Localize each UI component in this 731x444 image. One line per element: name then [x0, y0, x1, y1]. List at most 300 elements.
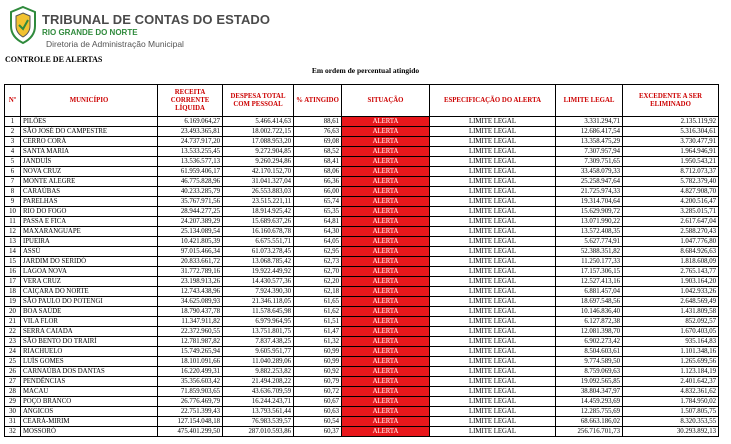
row-number: 21 [5, 317, 21, 327]
receita-value: 12.743.438,96 [158, 287, 223, 297]
receita-value: 12.781.987,82 [158, 337, 223, 347]
excess-value: 935.164,83 [623, 337, 719, 347]
limit-value: 9.774.589,50 [556, 357, 623, 367]
percent-value: 60,37 [294, 427, 342, 437]
limit-value: 68.663.186,02 [556, 417, 623, 427]
percent-value: 62,20 [294, 277, 342, 287]
alert-spec: LIMITE LEGAL [430, 367, 556, 377]
alert-spec: LIMITE LEGAL [430, 197, 556, 207]
despesa-value: 11.578.645,98 [223, 307, 294, 317]
despesa-value: 13.751.801,75 [223, 327, 294, 337]
table-row [5, 157, 719, 167]
limit-value: 256.716.701,73 [556, 427, 623, 437]
excess-value: 1.101.348,16 [623, 347, 719, 357]
percent-value: 61,51 [294, 317, 342, 327]
row-number: 3 [5, 137, 21, 147]
row-number: 25 [5, 357, 21, 367]
municipio-name: MAXARANGUAPE [21, 227, 158, 237]
tce-logo-icon [8, 5, 38, 45]
alert-spec: LIMITE LEGAL [430, 307, 556, 317]
status-badge: ALERTA [342, 357, 430, 367]
receita-value: 25.134.089,54 [158, 227, 223, 237]
org-name: TRIBUNAL DE CONTAS DO ESTADO [42, 12, 271, 27]
col-header-especificacao: ESPECIFICAÇÃO DO ALERTA [430, 85, 556, 117]
table-row [5, 127, 719, 137]
alert-spec: LIMITE LEGAL [430, 397, 556, 407]
status-badge: ALERTA [342, 387, 430, 397]
percent-value: 64,81 [294, 217, 342, 227]
limit-value: 8.504.603,61 [556, 347, 623, 357]
limit-value: 17.157.306,15 [556, 267, 623, 277]
table-row [5, 407, 719, 417]
row-number: 16 [5, 267, 21, 277]
department-name: Diretoria de Administração Municipal [46, 39, 184, 49]
despesa-value: 16.160.678,78 [223, 227, 294, 237]
col-header-municipio: MUNICÍPIO [21, 85, 158, 117]
limit-value: 52.388.351,82 [556, 247, 623, 257]
despesa-value: 9.260.294,86 [223, 157, 294, 167]
percent-value: 76,63 [294, 127, 342, 137]
excess-value: 1.950.543,21 [623, 157, 719, 167]
excess-value: 5.316.304,61 [623, 127, 719, 137]
receita-value: 34.625.089,93 [158, 297, 223, 307]
despesa-value: 42.170.152,70 [223, 167, 294, 177]
percent-value: 61,62 [294, 307, 342, 317]
despesa-value: 15.689.637,26 [223, 217, 294, 227]
receita-value: 26.776.469,79 [158, 397, 223, 407]
status-badge: ALERTA [342, 227, 430, 237]
municipio-name: RIACHUELO [21, 347, 158, 357]
excess-value: 30.293.892,13 [623, 427, 719, 437]
status-badge: ALERTA [342, 197, 430, 207]
status-badge: ALERTA [342, 287, 430, 297]
row-number: 30 [5, 407, 21, 417]
receita-value: 23.493.365,81 [158, 127, 223, 137]
table-row [5, 357, 719, 367]
row-number: 2 [5, 127, 21, 137]
alert-spec: LIMITE LEGAL [430, 147, 556, 157]
alert-spec: LIMITE LEGAL [430, 347, 556, 357]
row-number: 4 [5, 147, 21, 157]
row-number: 19 [5, 297, 21, 307]
table-row [5, 207, 719, 217]
table-row [5, 297, 719, 307]
table-header-row [5, 85, 719, 117]
despesa-value: 18.002.722,15 [223, 127, 294, 137]
row-number: 23 [5, 337, 21, 347]
municipio-name: POÇO BRANCO [21, 397, 158, 407]
percent-value: 60,72 [294, 387, 342, 397]
percent-value: 61,32 [294, 337, 342, 347]
limit-value: 6.902.273,42 [556, 337, 623, 347]
limit-value: 11.250.177,33 [556, 257, 623, 267]
table-row [5, 367, 719, 377]
excess-value: 8.320.353,55 [623, 417, 719, 427]
despesa-value: 16.244.243,71 [223, 397, 294, 407]
status-badge: ALERTA [342, 397, 430, 407]
status-badge: ALERTA [342, 237, 430, 247]
alert-spec: LIMITE LEGAL [430, 157, 556, 167]
excess-value: 1.903.164,20 [623, 277, 719, 287]
municipio-name: JANDUÍS [21, 157, 158, 167]
receita-value: 35.356.603,42 [158, 377, 223, 387]
receita-value: 13.536.577,13 [158, 157, 223, 167]
receita-value: 71.859.903,65 [158, 387, 223, 397]
excess-value: 1.670.403,05 [623, 327, 719, 337]
alert-spec: LIMITE LEGAL [430, 117, 556, 127]
alert-spec: LIMITE LEGAL [430, 407, 556, 417]
excess-value: 8.684.926,63 [623, 247, 719, 257]
alerts-table [4, 84, 719, 437]
table-row [5, 117, 719, 127]
limit-value: 19.314.704,64 [556, 197, 623, 207]
limit-value: 7.307.957,94 [556, 147, 623, 157]
limit-value: 25.258.947,64 [556, 177, 623, 187]
receita-value: 61.959.406,17 [158, 167, 223, 177]
table-row [5, 267, 719, 277]
org-state: RIO GRANDE DO NORTE [42, 28, 138, 37]
limit-value: 13.358.475,29 [556, 137, 623, 147]
table-row [5, 317, 719, 327]
despesa-value: 43.636.709,59 [223, 387, 294, 397]
row-number: 17 [5, 277, 21, 287]
table-row [5, 397, 719, 407]
table-row [5, 347, 719, 357]
excess-value: 1.964.946,91 [623, 147, 719, 157]
percent-value: 60,99 [294, 357, 342, 367]
row-number: 24 [5, 347, 21, 357]
table-row [5, 177, 719, 187]
despesa-value: 5.466.414,63 [223, 117, 294, 127]
municipio-name: ANGICOS [21, 407, 158, 417]
alert-spec: LIMITE LEGAL [430, 317, 556, 327]
row-number: 20 [5, 307, 21, 317]
receita-value: 6.169.064,27 [158, 117, 223, 127]
receita-value: 23.198.913,26 [158, 277, 223, 287]
limit-value: 13.071.990,22 [556, 217, 623, 227]
despesa-value: 6.979.964,95 [223, 317, 294, 327]
excess-value: 1.431.809,58 [623, 307, 719, 317]
status-badge: ALERTA [342, 327, 430, 337]
row-number: 8 [5, 187, 21, 197]
limit-value: 3.331.294,71 [556, 117, 623, 127]
status-badge: ALERTA [342, 127, 430, 137]
status-badge: ALERTA [342, 167, 430, 177]
despesa-value: 13.793.561,44 [223, 407, 294, 417]
percent-value: 65,74 [294, 197, 342, 207]
alert-spec: LIMITE LEGAL [430, 257, 556, 267]
status-badge: ALERTA [342, 427, 430, 437]
limit-value: 6.881.457,04 [556, 287, 623, 297]
limit-value: 38.804.347,97 [556, 387, 623, 397]
alert-spec: LIMITE LEGAL [430, 267, 556, 277]
municipio-name: LUÍS GOMES [21, 357, 158, 367]
municipio-name: MONTE ALEGRE [21, 177, 158, 187]
status-badge: ALERTA [342, 157, 430, 167]
limit-value: 12.285.755,69 [556, 407, 623, 417]
receita-value: 15.749.265,94 [158, 347, 223, 357]
table-row [5, 277, 719, 287]
receita-value: 10.421.805,39 [158, 237, 223, 247]
table-body [5, 117, 719, 437]
status-badge: ALERTA [342, 417, 430, 427]
table-row [5, 257, 719, 267]
percent-value: 62,73 [294, 257, 342, 267]
despesa-value: 19.922.449,92 [223, 267, 294, 277]
limit-value: 33.458.079,33 [556, 167, 623, 177]
municipio-name: PILÕES [21, 117, 158, 127]
municipio-name: VILA FLOR [21, 317, 158, 327]
excess-value: 1.047.776,80 [623, 237, 719, 247]
col-header-number: Nº [5, 85, 21, 117]
excess-value: 2.765.143,77 [623, 267, 719, 277]
status-badge: ALERTA [342, 367, 430, 377]
despesa-value: 61.073.278,45 [223, 247, 294, 257]
alert-spec: LIMITE LEGAL [430, 337, 556, 347]
municipio-name: LAGOA NOVA [21, 267, 158, 277]
percent-value: 60,67 [294, 397, 342, 407]
limit-value: 13.572.408,35 [556, 227, 623, 237]
despesa-value: 7.924.390,30 [223, 287, 294, 297]
excess-value: 3.730.477,91 [623, 137, 719, 147]
receita-value: 24.737.917,20 [158, 137, 223, 147]
row-number: 26 [5, 367, 21, 377]
report-title: CONTROLE DE ALERTAS [5, 55, 103, 64]
receita-value: 18.101.091,66 [158, 357, 223, 367]
municipio-name: SANTA MARIA [21, 147, 158, 157]
status-badge: ALERTA [342, 267, 430, 277]
alert-spec: LIMITE LEGAL [430, 297, 556, 307]
table-row [5, 417, 719, 427]
table-row [5, 327, 719, 337]
row-number: 12 [5, 227, 21, 237]
receita-value: 35.767.971,56 [158, 197, 223, 207]
row-number: 28 [5, 387, 21, 397]
alert-spec: LIMITE LEGAL [430, 137, 556, 147]
col-header-despesa: DESPESA TOTAL COM PESSOAL [223, 85, 294, 117]
despesa-value: 6.675.551,71 [223, 237, 294, 247]
despesa-value: 18.914.925,42 [223, 207, 294, 217]
receita-value: 127.154.048,18 [158, 417, 223, 427]
municipio-name: SÃO BENTO DO TRAIRÍ [21, 337, 158, 347]
excess-value: 1.818.608,09 [623, 257, 719, 267]
status-badge: ALERTA [342, 297, 430, 307]
table-row [5, 287, 719, 297]
status-badge: ALERTA [342, 377, 430, 387]
excess-value: 8.712.073,37 [623, 167, 719, 177]
alert-spec: LIMITE LEGAL [430, 247, 556, 257]
col-header-situacao: SITUAÇÃO [342, 85, 430, 117]
receita-value: 18.790.437,78 [158, 307, 223, 317]
row-number: 14 [5, 247, 21, 257]
percent-value: 62,95 [294, 247, 342, 257]
percent-value: 66,36 [294, 177, 342, 187]
municipio-name: CAIÇARA DO NORTE [21, 287, 158, 297]
despesa-value: 9.272.904,85 [223, 147, 294, 157]
percent-value: 68,52 [294, 147, 342, 157]
limit-value: 21.725.974,33 [556, 187, 623, 197]
alert-spec: LIMITE LEGAL [430, 387, 556, 397]
despesa-value: 17.088.953,20 [223, 137, 294, 147]
municipio-name: VERA CRUZ [21, 277, 158, 287]
limit-value: 7.309.751,65 [556, 157, 623, 167]
row-number: 13 [5, 237, 21, 247]
receita-value: 31.772.789,16 [158, 267, 223, 277]
municipio-name: PASSA E FICA [21, 217, 158, 227]
status-badge: ALERTA [342, 247, 430, 257]
table-row [5, 247, 719, 257]
alert-spec: LIMITE LEGAL [430, 207, 556, 217]
percent-value: 62,70 [294, 267, 342, 277]
despesa-value: 13.068.785,42 [223, 257, 294, 267]
status-badge: ALERTA [342, 217, 430, 227]
alert-spec: LIMITE LEGAL [430, 227, 556, 237]
status-badge: ALERTA [342, 277, 430, 287]
excess-value: 2.588.270,43 [623, 227, 719, 237]
municipio-name: NOVA CRUZ [21, 167, 158, 177]
table-row [5, 237, 719, 247]
excess-value: 4.200.516,47 [623, 197, 719, 207]
row-number: 6 [5, 167, 21, 177]
col-header-percent: % ATINGIDO [294, 85, 342, 117]
row-number: 27 [5, 377, 21, 387]
receita-value: 11.347.911,82 [158, 317, 223, 327]
row-number: 31 [5, 417, 21, 427]
table-row [5, 387, 719, 397]
row-number: 9 [5, 197, 21, 207]
excess-value: 1.507.805,75 [623, 407, 719, 417]
status-badge: ALERTA [342, 117, 430, 127]
row-number: 5 [5, 157, 21, 167]
alert-spec: LIMITE LEGAL [430, 287, 556, 297]
excess-value: 5.782.379,40 [623, 177, 719, 187]
municipio-name: CARAÚBAS [21, 187, 158, 197]
receita-value: 475.401.299,50 [158, 427, 223, 437]
despesa-value: 26.553.883,03 [223, 187, 294, 197]
percent-value: 65,35 [294, 207, 342, 217]
municipio-name: PARELHAS [21, 197, 158, 207]
limit-value: 14.459.293,69 [556, 397, 623, 407]
percent-value: 88,61 [294, 117, 342, 127]
municipio-name: ASSÚ [21, 247, 158, 257]
alert-spec: LIMITE LEGAL [430, 357, 556, 367]
row-number: 1 [5, 117, 21, 127]
alert-spec: LIMITE LEGAL [430, 417, 556, 427]
status-badge: ALERTA [342, 147, 430, 157]
table-row [5, 147, 719, 157]
receita-value: 16.220.499,31 [158, 367, 223, 377]
limit-value: 12.527.413,16 [556, 277, 623, 287]
limit-value: 15.629.909,72 [556, 207, 623, 217]
table-row [5, 337, 719, 347]
municipio-name: CERRO CORÁ [21, 137, 158, 147]
alert-spec: LIMITE LEGAL [430, 277, 556, 287]
despesa-value: 14.430.577,36 [223, 277, 294, 287]
excess-value: 1.265.699,56 [623, 357, 719, 367]
percent-value: 64,30 [294, 227, 342, 237]
percent-value: 62,18 [294, 287, 342, 297]
excess-value: 2.648.569,49 [623, 297, 719, 307]
municipio-name: CEARÁ-MIRIM [21, 417, 158, 427]
alert-spec: LIMITE LEGAL [430, 177, 556, 187]
municipio-name: SERRA CAIADA [21, 327, 158, 337]
status-badge: ALERTA [342, 307, 430, 317]
status-badge: ALERTA [342, 407, 430, 417]
despesa-value: 76.983.539,57 [223, 417, 294, 427]
despesa-value: 7.837.438,25 [223, 337, 294, 347]
despesa-value: 9.882.253,82 [223, 367, 294, 377]
excess-value: 2.617.647,04 [623, 217, 719, 227]
despesa-value: 11.040.289,06 [223, 357, 294, 367]
status-badge: ALERTA [342, 337, 430, 347]
status-badge: ALERTA [342, 257, 430, 267]
alert-spec: LIMITE LEGAL [430, 237, 556, 247]
status-badge: ALERTA [342, 317, 430, 327]
percent-value: 68,41 [294, 157, 342, 167]
receita-value: 20.833.661,72 [158, 257, 223, 267]
excess-value: 1.042.933,26 [623, 287, 719, 297]
excess-value: 4.832.361,62 [623, 387, 719, 397]
status-badge: ALERTA [342, 347, 430, 357]
row-number: 10 [5, 207, 21, 217]
municipio-name: IPUEIRA [21, 237, 158, 247]
col-header-limite: LIMITE LEGAL [556, 85, 623, 117]
alert-spec: LIMITE LEGAL [430, 377, 556, 387]
percent-value: 60,92 [294, 367, 342, 377]
alert-spec: LIMITE LEGAL [430, 327, 556, 337]
despesa-value: 9.605.951,77 [223, 347, 294, 357]
municipio-name: PENDÊNCIAS [21, 377, 158, 387]
row-number: 11 [5, 217, 21, 227]
percent-value: 61,47 [294, 327, 342, 337]
municipio-name: SÃO JOSÉ DO CAMPESTRE [21, 127, 158, 137]
municipio-name: RIO DO FOGO [21, 207, 158, 217]
status-badge: ALERTA [342, 207, 430, 217]
excess-value: 3.285.015,71 [623, 207, 719, 217]
table-row [5, 227, 719, 237]
excess-value: 2.135.119,92 [623, 117, 719, 127]
alert-spec: LIMITE LEGAL [430, 167, 556, 177]
municipio-name: MOSSORÓ [21, 427, 158, 437]
table-row [5, 427, 719, 437]
limit-value: 19.092.565,85 [556, 377, 623, 387]
despesa-value: 21.494.208,22 [223, 377, 294, 387]
excess-value: 1.123.184,19 [623, 367, 719, 377]
row-number: 18 [5, 287, 21, 297]
municipio-name: JARDIM DO SERIDÓ [21, 257, 158, 267]
limit-value: 10.146.836,40 [556, 307, 623, 317]
table-row [5, 187, 719, 197]
table-row [5, 217, 719, 227]
row-number: 15 [5, 257, 21, 267]
table-row [5, 307, 719, 317]
row-number: 29 [5, 397, 21, 407]
despesa-value: 31.041.327,04 [223, 177, 294, 187]
receita-value: 28.944.277,25 [158, 207, 223, 217]
percent-value: 66,00 [294, 187, 342, 197]
percent-value: 64,05 [294, 237, 342, 247]
limit-value: 5.627.774,91 [556, 237, 623, 247]
table-row [5, 137, 719, 147]
percent-value: 60,99 [294, 347, 342, 357]
excess-value: 4.827.908,70 [623, 187, 719, 197]
row-number: 22 [5, 327, 21, 337]
percent-value: 61,65 [294, 297, 342, 307]
table-row [5, 167, 719, 177]
receita-value: 13.533.255,45 [158, 147, 223, 157]
excess-value: 852.092,57 [623, 317, 719, 327]
receita-value: 46.775.828,96 [158, 177, 223, 187]
